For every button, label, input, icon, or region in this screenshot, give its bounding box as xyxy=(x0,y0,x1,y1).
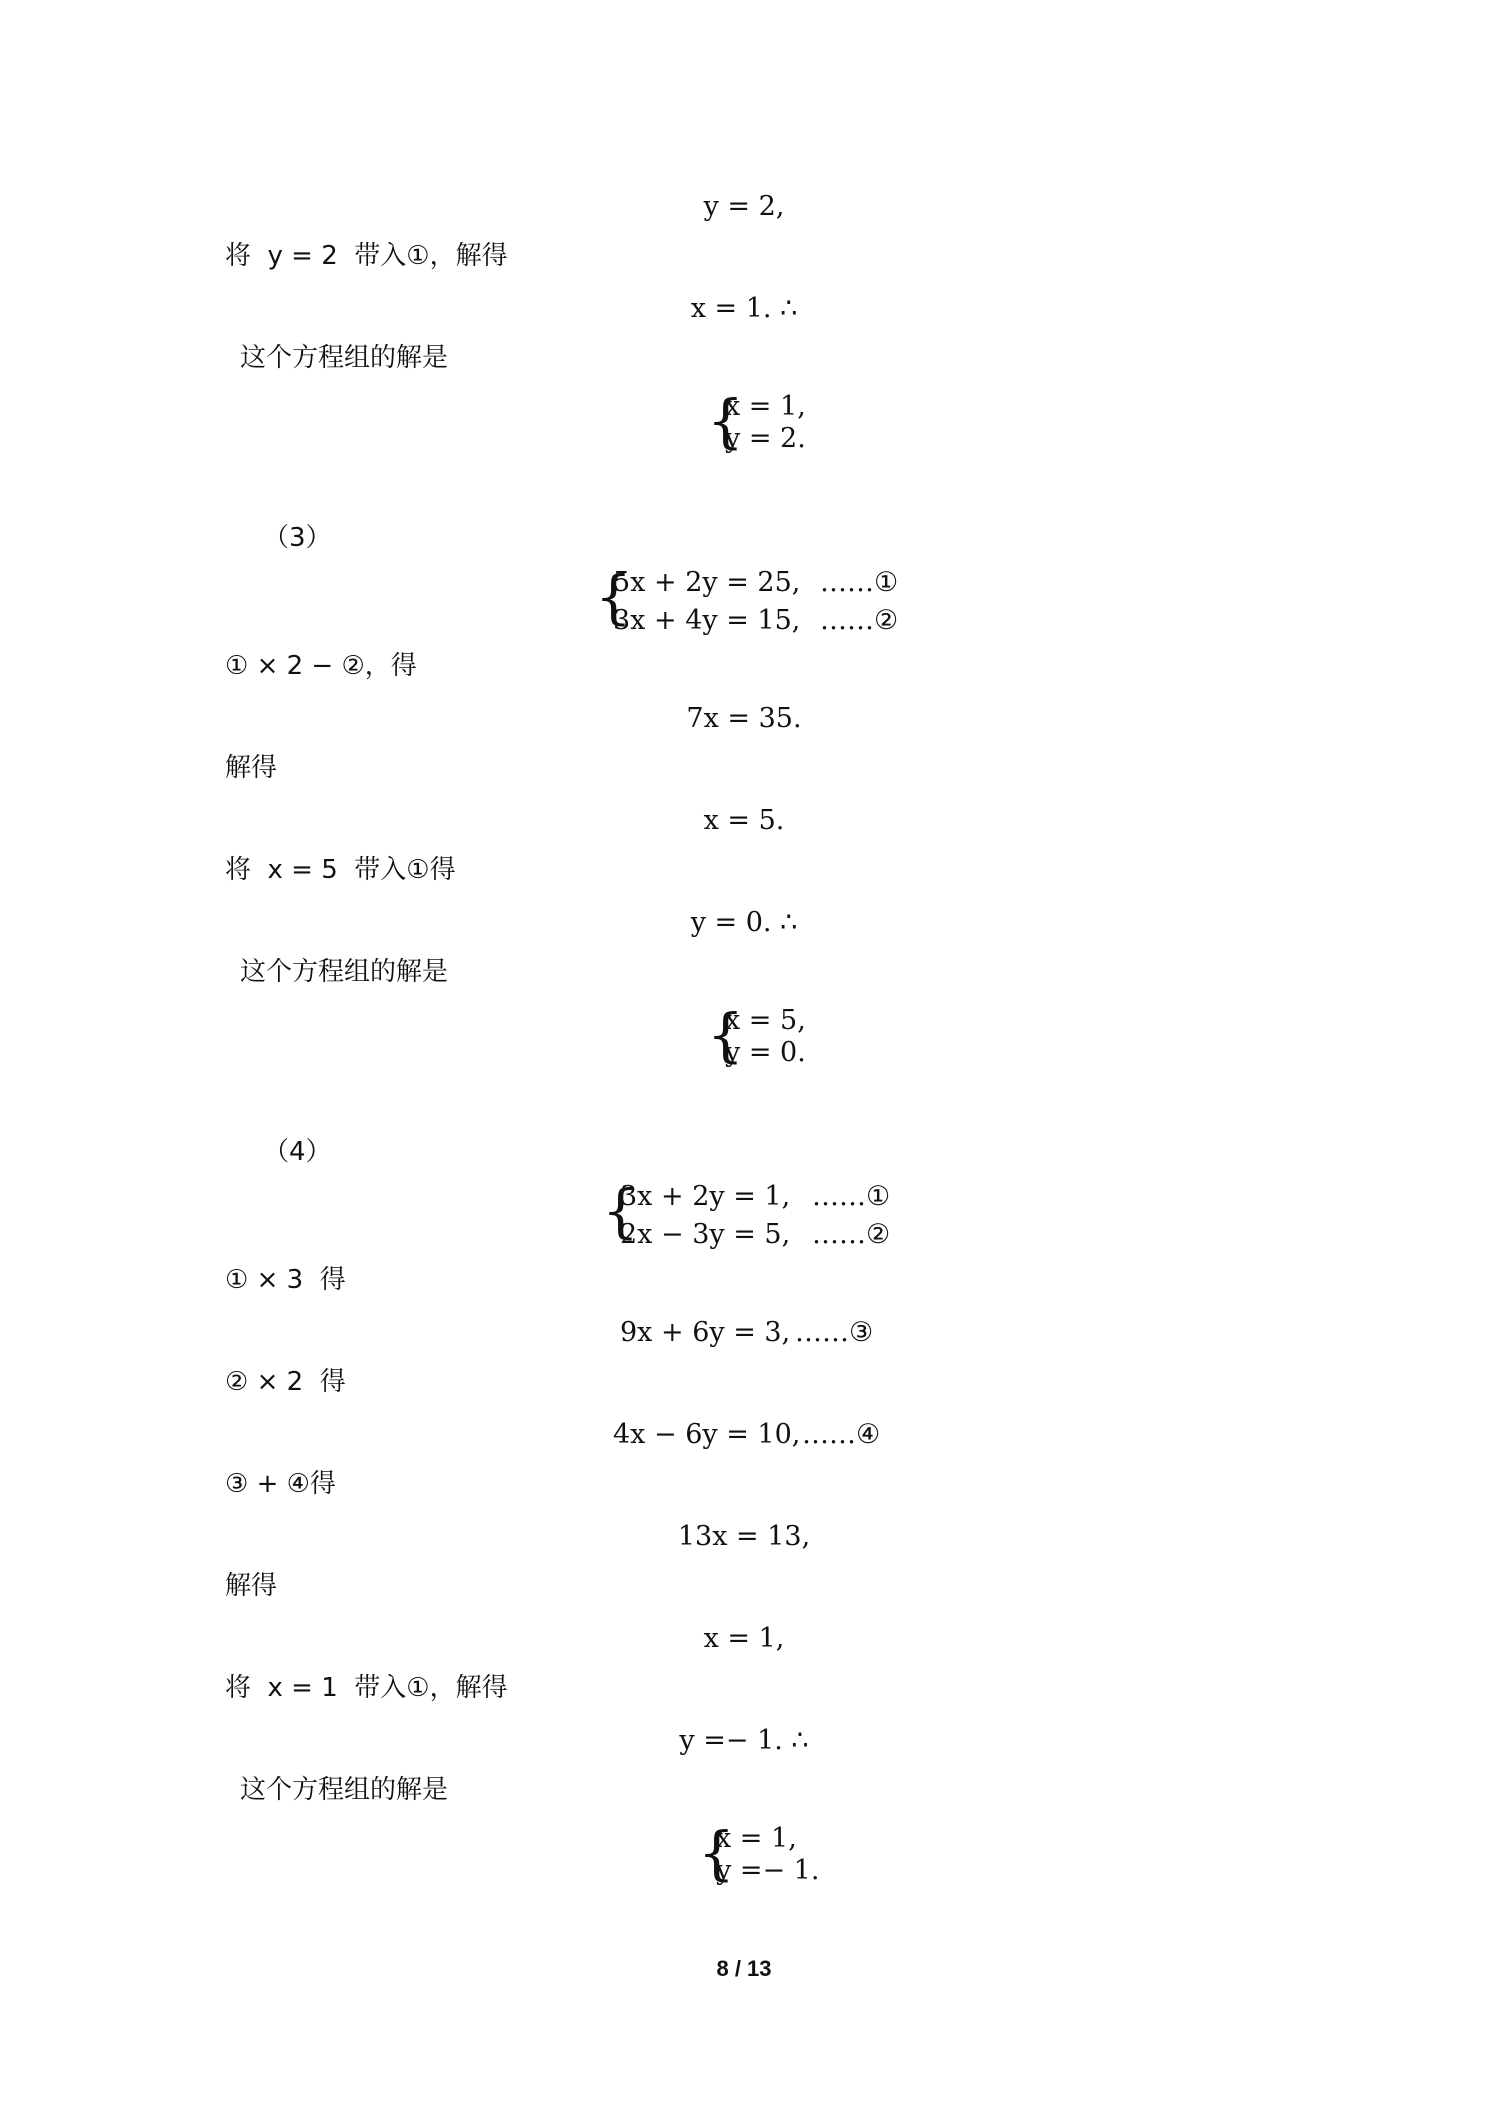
conclusion-text: 这个方程组的解是 xyxy=(240,343,449,373)
equation-system-3 xyxy=(595,563,915,636)
solution-system-3 xyxy=(707,1001,827,1072)
system-equation: 3x + 2y = 1, xyxy=(620,1181,791,1212)
part-label-3: （3） xyxy=(263,523,332,553)
equation: 7x = 35. xyxy=(686,703,802,734)
equation-tag: ……① xyxy=(820,567,899,598)
left-brace: { xyxy=(707,387,744,455)
equation-tag: ……④ xyxy=(802,1419,881,1450)
equation: y =− 1. ∴ xyxy=(679,1725,809,1756)
equation-y-2: y = 2, xyxy=(703,191,785,222)
solution-line: x = 1, xyxy=(716,1823,797,1854)
equation-system-4 xyxy=(602,1177,902,1250)
equation-x-1: x = 1. ∴ xyxy=(690,293,798,324)
substitution-text: 将 y = 2 带入①，解得 xyxy=(225,241,508,271)
step-text: 解得 xyxy=(225,753,278,783)
solution-line: y = 2. xyxy=(725,423,806,454)
system-equation: 2x − 3y = 5, xyxy=(620,1219,791,1250)
system-equation: 5x + 2y = 25, xyxy=(613,567,801,598)
solution-system-4 xyxy=(698,1819,838,1890)
page-number: 8 / 13 xyxy=(716,1956,772,1981)
step-text: 解得 xyxy=(225,1571,278,1601)
solution-line: y =− 1. xyxy=(716,1855,820,1886)
equation: x = 5. xyxy=(703,805,785,836)
step-text: 将 x = 5 带入①得 xyxy=(225,855,456,885)
system-equation: 3x + 4y = 15, xyxy=(613,605,801,636)
solution-system-2 xyxy=(707,387,827,458)
conclusion-text: 这个方程组的解是 xyxy=(240,1775,449,1805)
equation: 4x − 6y = 10, xyxy=(613,1419,801,1450)
solution-line: x = 1, xyxy=(725,391,806,422)
conclusion-text: 这个方程组的解是 xyxy=(240,957,449,987)
equation-tag: ……② xyxy=(812,1219,891,1250)
solution-line: y = 0. xyxy=(725,1037,806,1068)
step-text: ③ + ④得 xyxy=(225,1469,336,1499)
equation-tag: ……② xyxy=(820,605,899,636)
left-brace: { xyxy=(595,563,632,631)
step-text: ① × 2 − ②，得 xyxy=(225,651,417,681)
left-brace: { xyxy=(707,1001,744,1069)
solution-line: x = 5, xyxy=(725,1005,806,1036)
equation: y = 0. ∴ xyxy=(690,907,798,938)
equation-tag: ……③ xyxy=(795,1317,874,1348)
equation-tag: ……① xyxy=(812,1181,891,1212)
left-brace: { xyxy=(698,1819,735,1887)
equation: 9x + 6y = 3, xyxy=(620,1317,791,1348)
step-text: ② × 2 得 xyxy=(225,1367,346,1397)
step-text: ① × 3 得 xyxy=(225,1265,346,1295)
equation: x = 1, xyxy=(703,1623,785,1654)
part-label-4: （4） xyxy=(263,1137,332,1167)
left-brace: { xyxy=(602,1177,639,1245)
equation: 13x = 13, xyxy=(677,1521,811,1552)
step-text: 将 x = 1 带入①，解得 xyxy=(225,1673,508,1703)
